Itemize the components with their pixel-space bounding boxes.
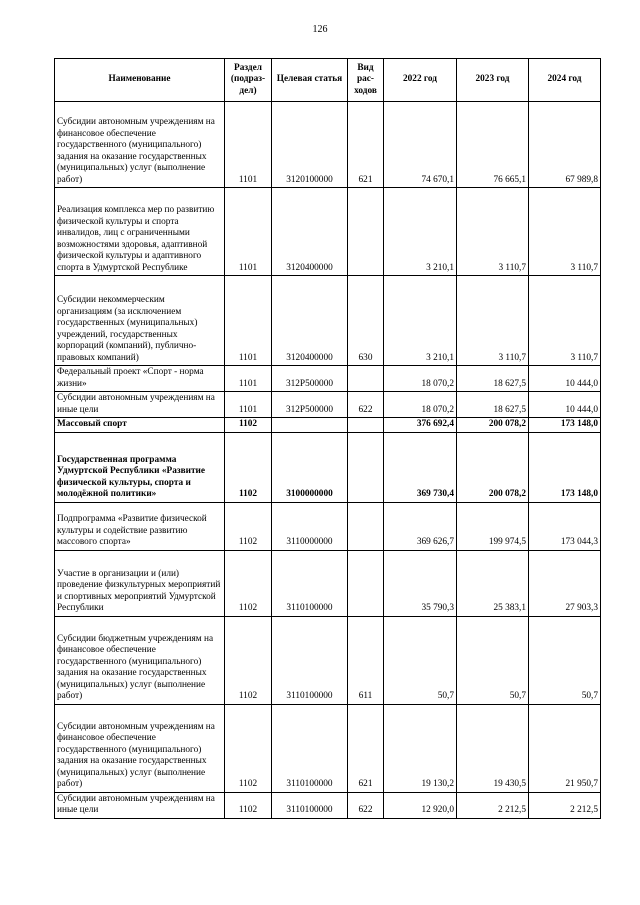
row-target: 3110100000 xyxy=(272,704,348,792)
table-row xyxy=(55,366,601,392)
row-target: 3110100000 xyxy=(272,550,348,616)
row-2023: 18 627,5 xyxy=(457,366,529,392)
row-target: 3120100000 xyxy=(272,102,348,188)
header-2024: 2024 год xyxy=(529,59,601,102)
row-type xyxy=(348,432,384,502)
budget-table xyxy=(54,58,601,819)
row-2022: 74 670,1 xyxy=(384,102,457,188)
row-target: 312Р500000 xyxy=(272,366,348,392)
row-target xyxy=(272,418,348,433)
table-row xyxy=(55,792,601,818)
row-target: 3110100000 xyxy=(272,792,348,818)
row-section: 1102 xyxy=(225,550,272,616)
row-type: 622 xyxy=(348,792,384,818)
row-name: Субсидии автономным учреждениям на иные цели xyxy=(55,392,225,418)
table-row xyxy=(55,276,601,366)
row-type: 611 xyxy=(348,616,384,704)
table-row xyxy=(55,616,601,704)
row-2023: 18 627,5 xyxy=(457,392,529,418)
row-name: Федеральный проект «Спорт - норма жизни» xyxy=(55,366,225,392)
row-2024: 2 212,5 xyxy=(529,792,601,818)
row-type: 630 xyxy=(348,276,384,366)
row-section: 1102 xyxy=(225,704,272,792)
row-2022: 369 626,7 xyxy=(384,502,457,550)
row-section: 1102 xyxy=(225,792,272,818)
header-type: Вид рас-ходов xyxy=(348,59,384,102)
row-target: 3120400000 xyxy=(272,276,348,366)
page-number: 126 xyxy=(312,24,328,35)
row-2024: 27 903,3 xyxy=(529,550,601,616)
row-target: 3100000000 xyxy=(272,432,348,502)
header-name: Наименование xyxy=(55,59,225,102)
row-2022: 376 692,4 xyxy=(384,418,457,433)
row-2022: 3 210,1 xyxy=(384,188,457,276)
row-2023: 200 078,2 xyxy=(457,418,529,433)
table-row xyxy=(55,550,601,616)
row-2024: 3 110,7 xyxy=(529,276,601,366)
row-2022: 50,7 xyxy=(384,616,457,704)
row-section: 1101 xyxy=(225,392,272,418)
row-section: 1102 xyxy=(225,502,272,550)
row-2024: 173 148,0 xyxy=(529,432,601,502)
row-type: 621 xyxy=(348,102,384,188)
row-target: 3110100000 xyxy=(272,616,348,704)
row-name: Государственная программа Удмуртской Республики «Развитие физической культуры, спорта и молодёжной политики» xyxy=(55,432,225,502)
row-2023: 3 110,7 xyxy=(457,276,529,366)
row-2023: 76 665,1 xyxy=(457,102,529,188)
row-type xyxy=(348,502,384,550)
row-2024: 3 110,7 xyxy=(529,188,601,276)
row-type: 622 xyxy=(348,392,384,418)
row-name: Участие в организации и (или) проведение физкультурных мероприятий и спортивных мероприятий Удмуртской Республики xyxy=(55,550,225,616)
table-row xyxy=(55,704,601,792)
header-target: Целевая статья xyxy=(272,59,348,102)
row-2022: 369 730,4 xyxy=(384,432,457,502)
row-section: 1101 xyxy=(225,102,272,188)
table-row xyxy=(55,418,601,433)
row-section: 1101 xyxy=(225,276,272,366)
row-type xyxy=(348,188,384,276)
row-2023: 2 212,5 xyxy=(457,792,529,818)
row-target: 3110000000 xyxy=(272,502,348,550)
row-2022: 18 070,2 xyxy=(384,366,457,392)
row-section: 1102 xyxy=(225,432,272,502)
table-row xyxy=(55,432,601,502)
table-header-row xyxy=(55,59,601,102)
row-2023: 3 110,7 xyxy=(457,188,529,276)
row-name: Массовый спорт xyxy=(55,418,225,433)
row-target: 312Р500000 xyxy=(272,392,348,418)
row-2024: 173 148,0 xyxy=(529,418,601,433)
row-2023: 25 383,1 xyxy=(457,550,529,616)
row-target: 3120400000 xyxy=(272,188,348,276)
row-2024: 21 950,7 xyxy=(529,704,601,792)
row-type xyxy=(348,418,384,433)
row-name: Субсидии бюджетным учреждениям на финансовое обеспечение государственного (муниципального) задания на оказание государственных (муниципальных) услуг (выполнение работ) xyxy=(55,616,225,704)
table-row xyxy=(55,502,601,550)
row-name: Субсидии автономным учреждениям на иные цели xyxy=(55,792,225,818)
row-2024: 10 444,0 xyxy=(529,366,601,392)
row-name: Субсидии некоммерческим организациям (за исключением государственных (муниципальных) учреждений, государственных корпораций (компаний), публично-правовых компаний) xyxy=(55,276,225,366)
row-2022: 19 130,2 xyxy=(384,704,457,792)
row-2024: 50,7 xyxy=(529,616,601,704)
row-name: Субсидии автономным учреждениям на финансовое обеспечение государственного (муниципального) задания на оказание государственных (муниципальных) услуг (выполнение работ) xyxy=(55,102,225,188)
row-name: Субсидии автономным учреждениям на финансовое обеспечение государственного (муниципального) задания на оказание государственных (муниципальных) услуг (выполнение работ) xyxy=(55,704,225,792)
row-name: Подпрограмма «Развитие физической культуры и содействие развитию массового спорта» xyxy=(55,502,225,550)
header-2023: 2023 год xyxy=(457,59,529,102)
row-type: 621 xyxy=(348,704,384,792)
row-2022: 35 790,3 xyxy=(384,550,457,616)
row-section: 1101 xyxy=(225,188,272,276)
row-2024: 173 044,3 xyxy=(529,502,601,550)
table-row xyxy=(55,102,601,188)
header-section: Раздел (подраз-дел) xyxy=(225,59,272,102)
row-2023: 199 974,5 xyxy=(457,502,529,550)
row-type xyxy=(348,366,384,392)
row-2023: 19 430,5 xyxy=(457,704,529,792)
row-2024: 10 444,0 xyxy=(529,392,601,418)
header-2022: 2022 год xyxy=(384,59,457,102)
table-row xyxy=(55,188,601,276)
row-name: Реализация комплекса мер по развитию физической культуры и спорта инвалидов, лиц с ограниченными возможностями здоровья, адаптивной физической культуры и адаптивного спорта в Удмуртской Республике xyxy=(55,188,225,276)
row-2024: 67 989,8 xyxy=(529,102,601,188)
row-section: 1102 xyxy=(225,616,272,704)
row-2022: 12 920,0 xyxy=(384,792,457,818)
row-2023: 50,7 xyxy=(457,616,529,704)
row-type xyxy=(348,550,384,616)
table-row xyxy=(55,392,601,418)
row-section: 1102 xyxy=(225,418,272,433)
row-2023: 200 078,2 xyxy=(457,432,529,502)
row-section: 1101 xyxy=(225,366,272,392)
row-2022: 3 210,1 xyxy=(384,276,457,366)
row-2022: 18 070,2 xyxy=(384,392,457,418)
